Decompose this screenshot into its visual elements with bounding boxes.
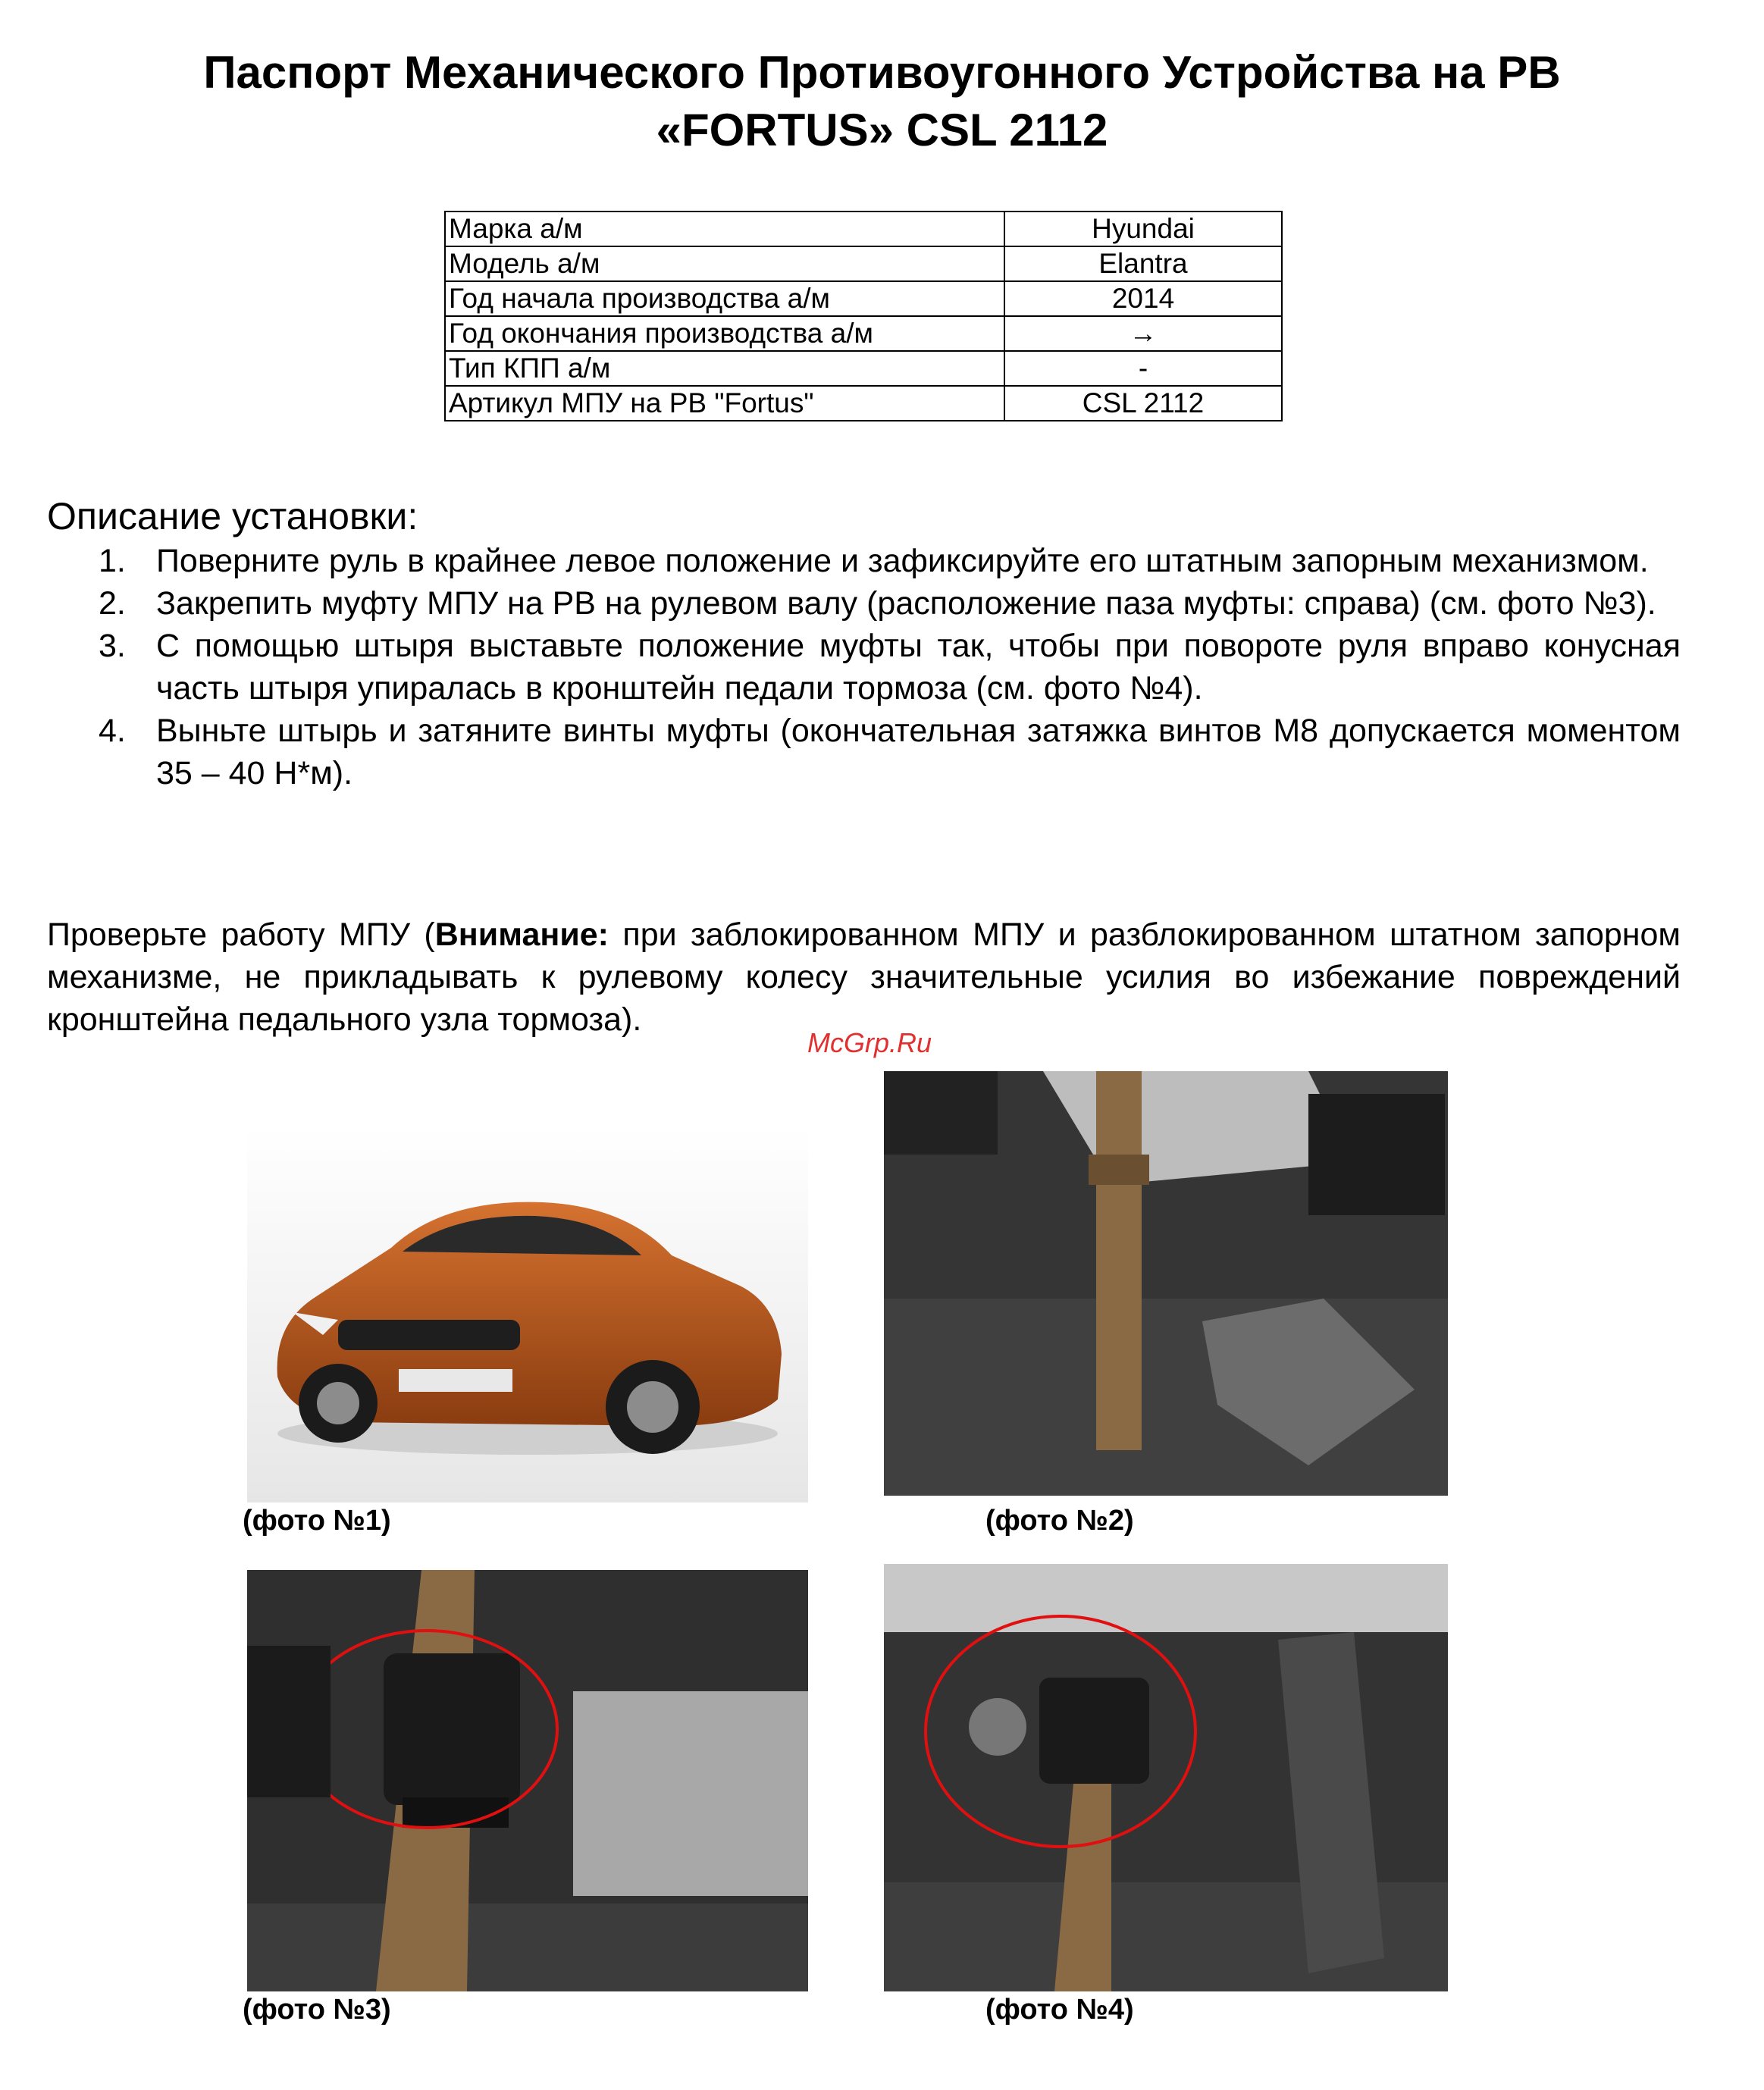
table-row [445,281,1282,316]
caption-photo-4: (фото №4) [985,1994,1134,2026]
attention-label: Внимание: [434,917,609,953]
check-prefix: Проверьте работу МПУ ( [47,917,435,953]
spec-label: Тип КПП а/м [445,351,1004,386]
spec-label: Марка а/м [445,212,1004,246]
photo-2-pedals [884,1071,1448,1496]
spec-value: → [1004,316,1282,351]
step-text: С помощью штыря выставьте положение муфты так, чтобы при повороте руля вправо конусная часть штыря упиралась в кронштейн педали тормоза (см. фото №4). [156,628,1681,707]
document-title [0,44,1764,159]
caption-photo-1: (фото №1) [243,1505,391,1537]
photo-1-car [247,1126,808,1502]
photo-3-coupling [247,1570,808,1991]
step-number: 2. [99,585,126,622]
installation-heading: Описание установки: [47,495,418,537]
list-item [47,540,1681,582]
list-item [47,582,1681,625]
step-text: Выньте штырь и затяните винты муфты (окончательная затяжка винтов М8 допускается моментом 35 – 40 Н*м). [156,713,1681,791]
step-text: Поверните руль в крайнее левое положение и зафиксируйте его штатным запорным механизмом. [156,543,1649,579]
spec-value: Hyundai [1004,212,1282,246]
step-number: 1. [99,543,126,579]
spec-label: Модель а/м [445,246,1004,281]
spec-value: Elantra [1004,246,1282,281]
step-number: 3. [99,628,126,664]
watermark: McGrp.Ru [807,1027,932,1058]
table-row [445,386,1282,421]
photo-4-pin [884,1564,1448,1991]
spec-table [444,211,1283,421]
spec-label: Год начала производства а/м [445,281,1004,316]
spec-value: - [1004,351,1282,386]
check-text: при заблокированном МПУ и разблокированном штатном запорном механизме, не прикладывать к рулевому колесу значительные усилия во избежание повреждений кронштейна педального узла тормоза). [47,917,1681,1038]
list-item [47,710,1681,794]
spec-value: 2014 [1004,281,1282,316]
spec-value: CSL 2112 [1004,386,1282,421]
caption-photo-3: (фото №3) [243,1994,391,2026]
table-row [445,246,1282,281]
spec-label: Год окончания производства а/м [445,316,1004,351]
check-paragraph [47,913,1681,1041]
table-row [445,316,1282,351]
title-line-2: «FORTUS» CSL 2112 [656,105,1108,155]
caption-photo-2: (фото №2) [985,1505,1134,1537]
table-row [445,351,1282,386]
installation-steps [47,540,1681,794]
step-text: Закрепить муфту МПУ на РВ на рулевом валу (расположение паза муфты: справа) (см. фото №3). [156,585,1656,622]
list-item [47,625,1681,710]
step-number: 4. [99,713,126,749]
table-row [445,212,1282,246]
spec-label: Артикул МПУ на РВ "Fortus" [445,386,1004,421]
title-line-1: Паспорт Механического Противоугонного Устройства на РВ [203,47,1561,98]
